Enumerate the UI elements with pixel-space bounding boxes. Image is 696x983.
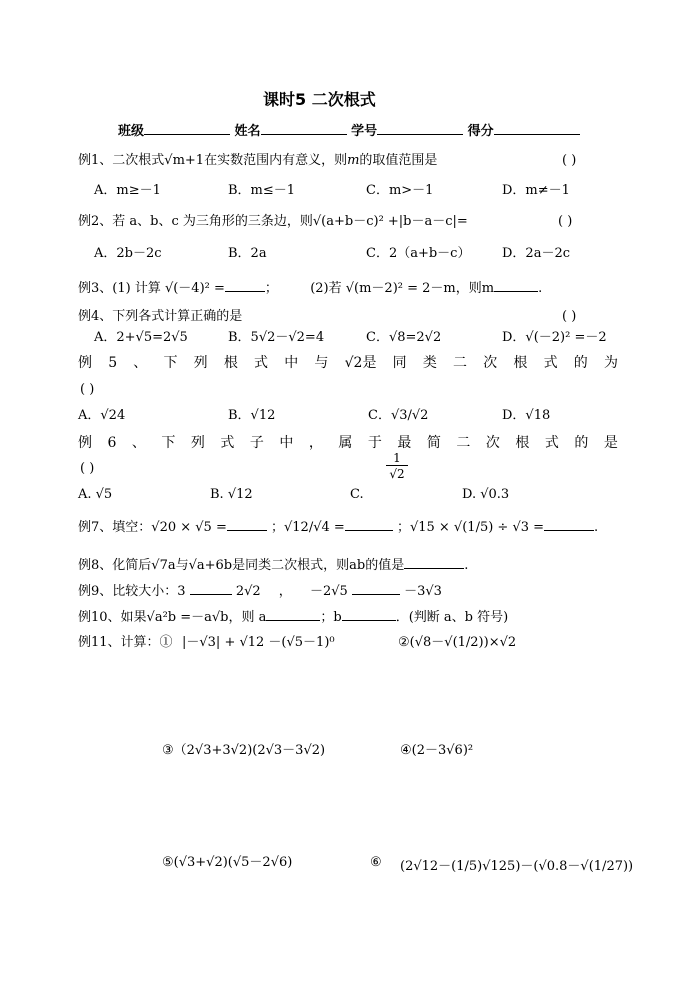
stem-char: 例 xyxy=(78,355,92,371)
stem-char: 根 xyxy=(223,355,238,371)
q2-option-c[interactable]: C．2（a+b－c） xyxy=(366,246,471,261)
q2-option-b[interactable]: B．2a xyxy=(228,246,267,261)
class-label: 班级 xyxy=(118,124,145,139)
question-5-stem xyxy=(78,356,618,370)
q1-option-a[interactable]: A．m≥－1 xyxy=(94,183,161,198)
q11-expression-5: ⑤(√3+√2)(√5－2√6) xyxy=(162,855,293,870)
q2-option-a[interactable]: A．2b－2c xyxy=(94,246,162,261)
q11-expression-2: ②(√8－√(1/2))×√2 xyxy=(398,635,517,650)
stem-char: 式 xyxy=(254,355,269,371)
stem-char: 于 xyxy=(367,435,382,451)
question-9: 例9、比较大小：3 2√2 ， －2√5 －3√3 xyxy=(78,584,442,599)
q11-expression-3: ③（2√3+3√2)(2√3－3√2) xyxy=(162,743,326,758)
student-info-line xyxy=(118,122,580,138)
stem-char: 式 xyxy=(543,355,558,371)
q2-expression: √(a+b－c)² +|b－a－c|= xyxy=(312,214,468,229)
q4-option-d[interactable]: D．√(－2)² =－2 xyxy=(502,330,607,345)
number-label: 学号 xyxy=(351,124,378,139)
stem-char: 属 xyxy=(338,435,353,451)
score-blank[interactable] xyxy=(494,122,580,135)
q7-blank-2[interactable] xyxy=(345,518,393,531)
stem-char: 中 xyxy=(279,435,294,451)
stem-char: 例 xyxy=(78,435,92,451)
stem-char: 列 xyxy=(190,435,205,451)
q3-blank-1[interactable] xyxy=(225,279,265,292)
q10-blank-b[interactable] xyxy=(342,608,396,621)
q11-expression-4: ④(2－3√6)² xyxy=(400,743,474,758)
q1-option-d[interactable]: D．m≠－1 xyxy=(502,183,570,198)
question-1-stem: 例1、二次根式√m+1在实数范围内有意义，则m的取值范围是 xyxy=(78,153,438,168)
stem-char: 简 xyxy=(426,435,441,451)
stem-char: 是 xyxy=(603,435,618,451)
name-label: 姓名 xyxy=(234,124,261,139)
stem-char: 最 xyxy=(397,435,412,451)
stem-char: 次 xyxy=(485,435,500,451)
stem-char: 二 xyxy=(453,355,467,371)
q5-option-b[interactable]: B．√12 xyxy=(228,408,276,423)
stem-char: ， xyxy=(308,435,323,451)
page-title: 课时5 二次根式 xyxy=(263,90,376,109)
q4-option-a[interactable]: A．2+√5=2√5 xyxy=(94,330,188,345)
q5-option-d[interactable]: D．√18 xyxy=(502,408,551,423)
score-label: 得分 xyxy=(467,124,494,139)
stem-char: 同 xyxy=(392,355,407,371)
fraction-numerator: 1 xyxy=(386,452,408,466)
stem-char: 、 xyxy=(133,355,148,371)
class-blank[interactable] xyxy=(144,122,230,135)
q7-blank-3[interactable] xyxy=(544,518,594,531)
q9-blank-1[interactable] xyxy=(190,582,232,595)
stem-char: √2是 xyxy=(344,355,377,371)
stem-char: 与 xyxy=(314,355,329,371)
stem-char: 、 xyxy=(131,435,146,451)
stem-char: 下 xyxy=(161,435,176,451)
q4-option-c[interactable]: C．√8=2√2 xyxy=(366,330,442,345)
stem-char: 下 xyxy=(163,355,178,371)
q2-option-d[interactable]: D．2a－2c xyxy=(502,246,570,261)
q4-option-b[interactable]: B．5√2－√2=4 xyxy=(228,330,325,345)
q6-option-a[interactable]: A. √5 xyxy=(78,487,113,502)
q10-blank-a[interactable] xyxy=(266,608,320,621)
question-4-stem: 例4、下列各式计算正确的是 xyxy=(78,309,243,324)
q6-option-c-fraction xyxy=(386,452,408,480)
question-3: 例3、(1) 计算 √(－4)² = ； (2)若 √(m－2)² = 2－m，则m . xyxy=(78,281,543,296)
q6-option-c[interactable]: C. xyxy=(350,487,364,502)
q6-option-d[interactable]: D. √0.3 xyxy=(462,487,510,502)
q11-expression-6-marker: ⑥ xyxy=(370,855,382,870)
stem-char: 的 xyxy=(574,435,589,451)
stem-char: 类 xyxy=(422,355,437,371)
stem-char: 子 xyxy=(249,435,264,451)
q9-blank-2[interactable] xyxy=(352,582,400,595)
question-4-answer-paren[interactable]: ( ) xyxy=(562,309,577,324)
q1-expression: √m+1 xyxy=(164,153,205,168)
question-6-stem xyxy=(78,436,618,450)
question-11-label: 例11、计算：① xyxy=(78,635,173,650)
stem-char: 5 xyxy=(108,355,118,371)
question-10: 例10、如果√a²b =－a√b，则 a ；b ．(判断 a、b 符号) xyxy=(78,610,509,625)
q1-option-c[interactable]: C．m>－1 xyxy=(366,183,434,198)
q11-expression-6: (2√12－(1/5)√125)－(√0.8－√(1/27)) xyxy=(400,859,634,874)
stem-char: 次 xyxy=(483,355,498,371)
stem-char: 中 xyxy=(284,355,299,371)
question-7: 例7、填空：√20 × √5 = ；√12/√4 = ；√15 × √(1/5) ÷ √3 = . xyxy=(78,520,599,535)
stem-char: 二 xyxy=(456,435,471,451)
stem-char: 根 xyxy=(515,435,530,451)
question-2-stem: 例2、若 a、b、c 为三角形的三条边，则√(a+b－c)² +|b－a－c|= xyxy=(78,214,468,229)
number-blank[interactable] xyxy=(377,122,463,135)
q5-option-c[interactable]: C．√3/√2 xyxy=(368,408,429,423)
stem-char: 根 xyxy=(513,355,528,371)
stem-char: 6 xyxy=(107,435,117,451)
q7-blank-1[interactable] xyxy=(227,518,267,531)
q6-option-b[interactable]: B. √12 xyxy=(210,487,253,502)
question-5-answer-paren[interactable]: ( ) xyxy=(80,382,95,397)
stem-char: 为 xyxy=(603,355,618,371)
stem-char: 式 xyxy=(544,435,559,451)
stem-char: 列 xyxy=(193,355,208,371)
question-2-answer-paren[interactable]: ( ) xyxy=(558,214,573,229)
q5-option-a[interactable]: A．√24 xyxy=(78,408,126,423)
stem-char: 式 xyxy=(220,435,235,451)
q3-blank-2[interactable] xyxy=(494,279,538,292)
stem-char: 的 xyxy=(573,355,588,371)
q11-expression-1: |－√3| + √12 －(√5－1)⁰ xyxy=(182,635,335,650)
q8-blank[interactable] xyxy=(404,556,464,569)
question-6-answer-paren[interactable]: ( ) xyxy=(80,461,95,476)
question-8: 例8、化简后√7a与√a+6b是同类二次根式，则ab的值是 . xyxy=(78,558,469,573)
fraction-denominator: √2 xyxy=(389,467,405,481)
question-1-answer-paren[interactable]: ( ) xyxy=(562,153,577,168)
name-blank[interactable] xyxy=(261,122,347,135)
q1-option-b[interactable]: B．m≤－1 xyxy=(228,183,296,198)
